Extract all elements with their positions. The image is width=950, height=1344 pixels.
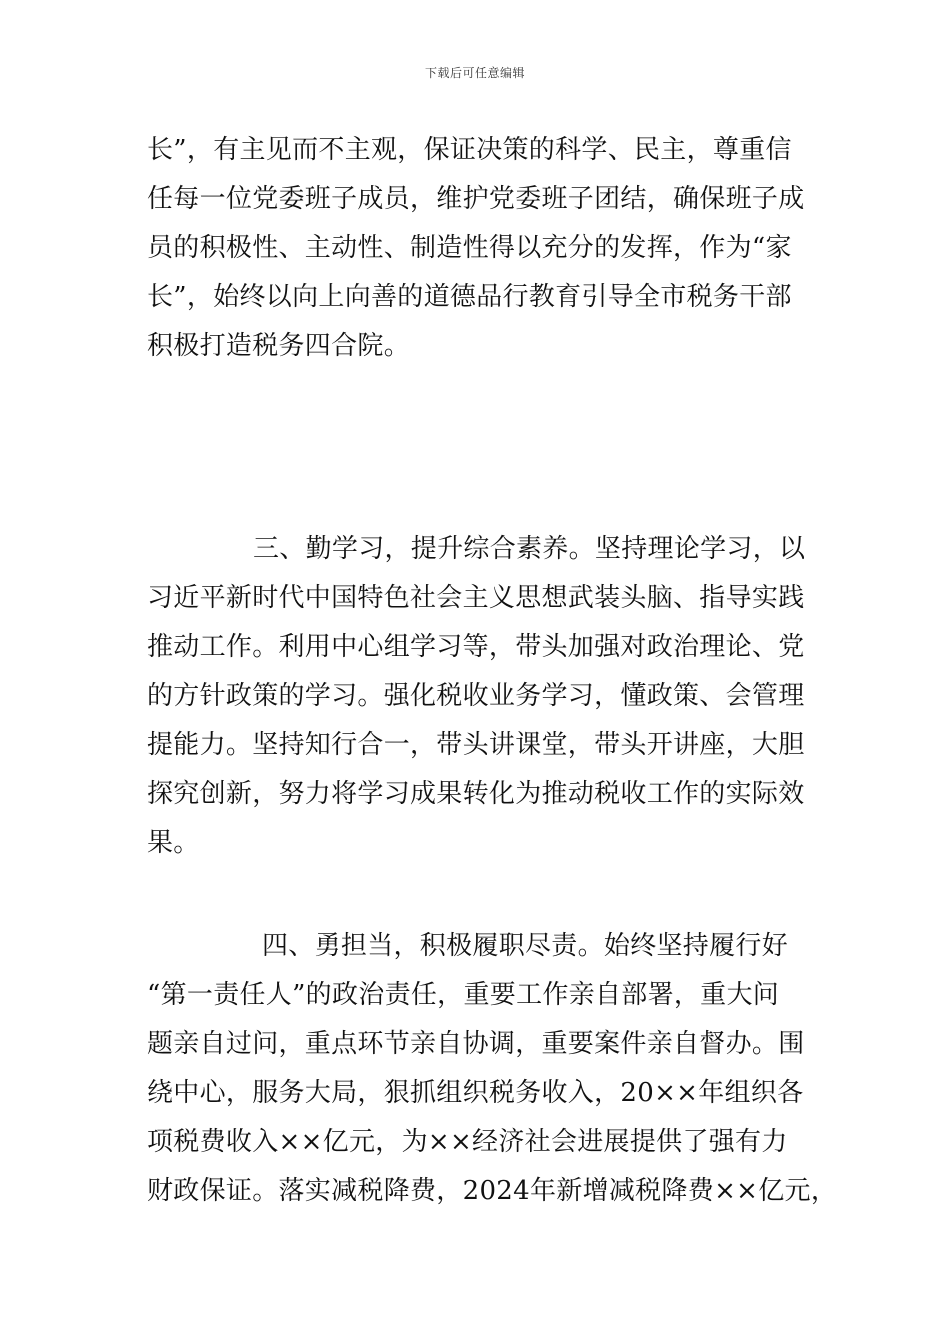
text-line: 提能力。坚持知行合一，带头讲课堂，带头开讲座，大胆 (147, 730, 805, 760)
paragraph-3 (147, 922, 838, 1216)
section-heading-line: 三、勤学习，提升综合素养。坚持理论学习，以 (253, 534, 806, 564)
text-line: 探究创新，努力将学习成果转化为推动税收工作的实际效 (147, 779, 805, 809)
text-line: “第一责任人”的政治责任，重要工作亲自部署，重大问 (147, 980, 780, 1010)
text-line: 推动工作。利用中心组学习等，带头加强对政治理论、党 (147, 632, 805, 662)
text-line: 的方针政策的学习。强化税收业务学习，懂政策、会管理 (147, 681, 805, 711)
text-line: 任每一位党委班子成员，维护党委班子团结，确保班子成 (147, 184, 805, 214)
text-line: 绕中心，服务大局，狠抓组织税务收入，20××年组织各 (147, 1078, 804, 1108)
page-header: 下载后可任意编辑 (424, 66, 525, 80)
text-line: 员的积极性、主动性、制造性得以充分的发挥，作为“家 (147, 233, 792, 263)
paragraph-1 (147, 126, 827, 371)
paragraph-2 (147, 525, 827, 868)
text-line: 长”，始终以向上向善的道德品行教育引导全市税务干部 (147, 282, 792, 312)
text-line: 题亲自过问，重点环节亲自协调，重要案件亲自督办。围 (147, 1029, 805, 1059)
section-heading-line: 四、勇担当，积极履职尽责。始终坚持履行好 (262, 931, 789, 961)
text-line: 习近平新时代中国特色社会主义思想武装头脑、指导实践 (147, 583, 805, 613)
text-line: 积极打造税务四合院。 (147, 331, 411, 361)
text-line: 财政保证。落实减税降费，2024年新增减税降费××亿元， (147, 1176, 838, 1206)
text-line: 长”，有主见而不主观，保证决策的科学、民主，尊重信 (147, 135, 792, 165)
text-line: 果。 (147, 828, 200, 858)
text-line: 项税费收入××亿元，为××经济社会进展提供了强有力 (147, 1127, 788, 1157)
